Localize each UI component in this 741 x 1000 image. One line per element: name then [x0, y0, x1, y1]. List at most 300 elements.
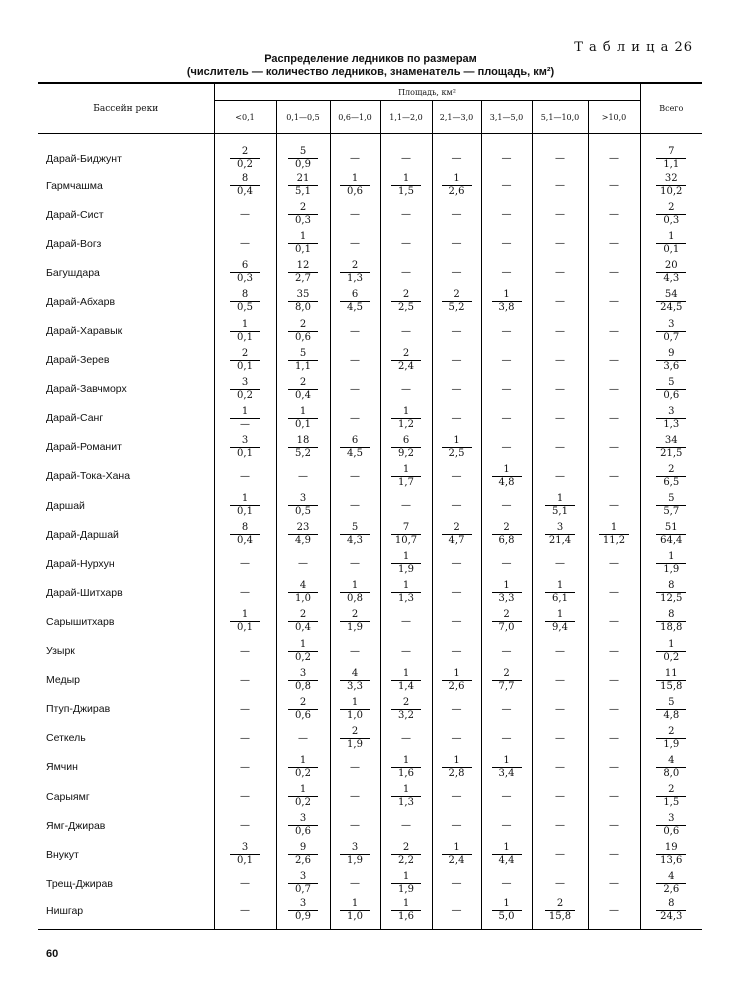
empty-value: —: [451, 558, 462, 570]
glacier-area: 0,5: [295, 506, 311, 518]
area-cell: [214, 695, 276, 724]
table-row: [38, 753, 702, 782]
area-cell: [276, 695, 330, 724]
area-cell: [588, 404, 640, 433]
empty-value: —: [609, 412, 619, 424]
area-cell: [432, 171, 481, 200]
table-row: [38, 171, 702, 200]
area-cell: [432, 811, 481, 840]
glacier-area: 15,8: [660, 680, 683, 692]
empty-value: —: [350, 470, 360, 482]
area-cell: [330, 491, 380, 520]
glacier-count: 1: [391, 173, 421, 186]
empty-value: —: [555, 761, 565, 773]
area-cell: [432, 637, 481, 666]
area-cell: [330, 607, 380, 636]
empty-value: —: [240, 878, 250, 890]
basin-name: Сеткель: [46, 732, 86, 745]
glacier-area: 0,5: [237, 302, 253, 314]
fraction: [391, 871, 421, 896]
glacier-count: 3: [230, 435, 260, 448]
glacier-count: 1: [288, 755, 318, 768]
total-cell: [640, 134, 702, 172]
fraction: [656, 668, 686, 693]
area-cell: [481, 229, 532, 258]
area-column-header: 3,1—5,0: [481, 101, 532, 134]
glacier-area: 4,8: [498, 476, 515, 488]
empty-value: —: [451, 878, 462, 890]
area-cell: [214, 898, 276, 930]
area-cell: [481, 287, 532, 316]
fraction: [656, 551, 686, 576]
empty-value: —: [501, 732, 512, 744]
area-cell: [276, 200, 330, 229]
empty-value: —: [501, 209, 512, 221]
empty-value: —: [240, 761, 250, 773]
fraction: [545, 493, 575, 518]
total-cell: [640, 753, 702, 782]
area-cell: [481, 578, 532, 607]
glacier-count: 18: [288, 435, 318, 448]
area-cell: [532, 724, 588, 753]
glacier-area: 0,7: [295, 884, 311, 896]
area-cell: [214, 375, 276, 404]
empty-value: —: [350, 354, 360, 366]
area-cell: [588, 869, 640, 898]
area-cell: [330, 578, 380, 607]
glacier-count: 2: [492, 609, 522, 622]
glacier-count: 8: [656, 609, 686, 622]
area-cell: [276, 607, 330, 636]
glacier-count: 2: [288, 609, 318, 622]
area-cell: [481, 462, 532, 491]
area-cell: [532, 258, 588, 287]
basin-name: Гармчашма: [46, 179, 103, 192]
area-cell: [214, 549, 276, 578]
glacier-count: 3: [656, 406, 686, 419]
fraction: [545, 522, 575, 547]
total-cell: [640, 404, 702, 433]
glacier-count: 3: [288, 493, 318, 506]
area-cell: [214, 607, 276, 636]
area-cell: [588, 229, 640, 258]
area-cell: [380, 811, 432, 840]
empty-value: —: [609, 470, 619, 482]
fraction: [656, 522, 686, 547]
glacier-area: 0,6: [295, 709, 311, 721]
empty-value: —: [240, 791, 250, 803]
empty-value: —: [555, 412, 565, 424]
area-cell: [432, 724, 481, 753]
area-cell: [214, 433, 276, 462]
fraction: [492, 464, 522, 489]
glacier-area: 3,6: [663, 360, 680, 372]
fraction: [230, 146, 260, 171]
area-cell: [532, 578, 588, 607]
empty-value: —: [240, 587, 250, 599]
empty-value: —: [501, 645, 512, 657]
area-cell: [276, 666, 330, 695]
area-cell: [380, 637, 432, 666]
glacier-count: 1: [288, 639, 318, 652]
table-title: [0, 53, 741, 79]
empty-value: —: [451, 732, 462, 744]
glacier-area: 4,5: [347, 302, 363, 314]
glacier-count: 11: [656, 668, 686, 681]
basin-name: Узырк: [46, 645, 75, 658]
fraction: [545, 898, 575, 923]
basin-name: Внукут: [46, 848, 79, 861]
fraction: [391, 551, 421, 576]
basin-name: Птуп-Джирав: [46, 703, 111, 716]
empty-value: —: [451, 500, 462, 512]
area-cell: [532, 549, 588, 578]
total-cell: [640, 637, 702, 666]
area-cell: [276, 462, 330, 491]
total-cell: [640, 869, 702, 898]
empty-value: —: [350, 412, 360, 424]
glacier-count: 4: [656, 755, 686, 768]
area-cell: [588, 607, 640, 636]
fraction: [288, 202, 318, 227]
glacier-count: 1: [442, 668, 472, 681]
total-header: Всего: [640, 83, 702, 134]
glacier-count: 2: [656, 202, 686, 215]
glacier-count: 7: [391, 522, 421, 535]
glacier-area: 4,5: [347, 447, 363, 459]
glacier-area: 13,6: [660, 855, 683, 867]
glacier-area: 0,9: [295, 159, 311, 170]
fraction: [442, 522, 472, 547]
empty-value: —: [350, 761, 360, 773]
table-row: [38, 462, 702, 491]
empty-value: —: [555, 238, 565, 250]
area-cell: [588, 549, 640, 578]
area-cell: [432, 316, 481, 345]
basin-name: Ямчин: [46, 761, 78, 774]
fraction: [391, 580, 421, 605]
area-cell: [380, 433, 432, 462]
area-column-header: 2,1—3,0: [432, 101, 481, 134]
glacier-table: [38, 82, 702, 930]
area-cell: [330, 666, 380, 695]
area-cell: [330, 898, 380, 930]
glacier-count: 2: [442, 522, 472, 535]
empty-value: —: [609, 732, 619, 744]
empty-value: —: [555, 878, 565, 890]
table-row: [38, 134, 702, 172]
area-cell: [214, 287, 276, 316]
empty-value: —: [401, 238, 411, 250]
area-cell: [330, 549, 380, 578]
empty-value: —: [240, 703, 250, 715]
glacier-area: 0,3: [295, 215, 311, 227]
glacier-count: 1: [656, 639, 686, 652]
table-row: [38, 811, 702, 840]
empty-value: —: [240, 645, 250, 657]
glacier-area: 0,4: [295, 622, 311, 634]
glacier-count: 2: [288, 697, 318, 710]
glacier-area: 2,2: [398, 855, 414, 867]
area-cell: [432, 375, 481, 404]
empty-value: —: [501, 558, 512, 570]
empty-value: —: [609, 354, 619, 366]
fraction: [230, 173, 260, 198]
glacier-count: 1: [492, 842, 522, 855]
glacier-area: 24,3: [660, 911, 683, 923]
empty-value: —: [451, 791, 462, 803]
area-cell: [432, 869, 481, 898]
area-cell: [214, 134, 276, 172]
glacier-count: 1: [442, 755, 472, 768]
table-row: [38, 695, 702, 724]
fraction: [656, 406, 686, 431]
empty-value: —: [609, 500, 619, 512]
glacier-count: 5: [288, 146, 318, 159]
empty-value: —: [350, 500, 360, 512]
total-cell: [640, 316, 702, 345]
fraction: [442, 668, 472, 693]
glacier-count: 1: [656, 551, 686, 564]
area-cell: [532, 666, 588, 695]
table-row: [38, 549, 702, 578]
fraction: [288, 813, 318, 838]
fraction: [340, 609, 370, 634]
empty-value: —: [609, 383, 619, 395]
area-column-header: 5,1—10,0: [532, 101, 588, 134]
glacier-count: 8: [230, 289, 260, 302]
glacier-area: 2,7: [295, 273, 311, 285]
area-cell: [330, 520, 380, 549]
empty-value: —: [501, 412, 512, 424]
glacier-area: 7,0: [498, 622, 515, 634]
title-line-2: (числитель — количество ледников, знаменатель — площадь, км²): [186, 66, 555, 78]
glacier-area: 1,0: [347, 911, 363, 923]
empty-value: —: [350, 383, 360, 395]
area-cell: [432, 134, 481, 172]
empty-value: —: [501, 153, 512, 164]
glacier-count: 2: [230, 348, 260, 361]
fraction: [656, 289, 686, 314]
empty-value: —: [350, 820, 360, 832]
fraction: [656, 898, 686, 923]
fraction: [492, 668, 522, 693]
area-cell: [380, 578, 432, 607]
glacier-area: 10,7: [394, 535, 418, 547]
glacier-area: 0,1: [237, 331, 253, 343]
table-row: [38, 433, 702, 462]
fraction: [391, 842, 421, 867]
fraction: [656, 173, 686, 198]
empty-value: —: [501, 383, 512, 395]
area-cell: [276, 258, 330, 287]
glacier-area: 6,8: [498, 535, 515, 547]
basin-name: Сарышитхарв: [46, 615, 115, 628]
glacier-count: 2: [288, 202, 318, 215]
area-cell: [214, 578, 276, 607]
area-cell: [432, 520, 481, 549]
total-cell: [640, 433, 702, 462]
fraction: [391, 697, 421, 722]
fraction: [288, 231, 318, 256]
area-header: Площадь, км²: [214, 83, 640, 101]
glacier-count: 3: [230, 377, 260, 390]
basin-name: Дарай-Санг: [46, 412, 104, 425]
area-cell: [481, 607, 532, 636]
empty-value: —: [240, 732, 250, 744]
area-cell: [380, 607, 432, 636]
glacier-count: 1: [288, 231, 318, 244]
glacier-count: 2: [656, 464, 686, 477]
area-cell: [330, 200, 380, 229]
area-cell: [276, 520, 330, 549]
area-cell: [481, 404, 532, 433]
fraction: [391, 435, 421, 460]
area-cell: [214, 491, 276, 520]
area-cell: [432, 229, 481, 258]
area-cell: [532, 782, 588, 811]
glacier-count: 1: [656, 231, 686, 244]
basin-name: Сарыямг: [46, 790, 90, 803]
empty-value: —: [350, 645, 360, 657]
area-cell: [532, 695, 588, 724]
fraction: [492, 842, 522, 867]
area-cell: [380, 229, 432, 258]
glacier-count: 9: [288, 842, 318, 855]
glacier-area: 1,3: [663, 418, 680, 430]
glacier-count: 6: [230, 260, 260, 273]
area-cell: [214, 520, 276, 549]
glacier-count: 8: [230, 522, 260, 535]
glacier-area: 8,0: [663, 767, 680, 779]
basin-name: Дарай-Биджунт: [46, 152, 122, 165]
table-body: [38, 134, 702, 930]
title-line-1: Распределение ледников по размерам: [264, 53, 477, 65]
empty-value: —: [401, 383, 411, 395]
empty-value: —: [451, 238, 462, 250]
empty-value: —: [609, 238, 619, 250]
area-cell: [588, 200, 640, 229]
fraction: [599, 522, 629, 547]
empty-value: —: [609, 761, 619, 773]
glacier-count: 2: [340, 726, 370, 739]
glacier-area: 2,6: [448, 680, 465, 692]
area-cell: [588, 782, 640, 811]
glacier-area: 8,0: [295, 302, 311, 314]
area-cell: [481, 316, 532, 345]
fraction: [391, 289, 421, 314]
glacier-area: 0,6: [295, 331, 311, 343]
glacier-count: 8: [230, 173, 260, 186]
fraction: [340, 260, 370, 285]
fraction: [656, 348, 686, 373]
area-cell: [588, 695, 640, 724]
glacier-area: 15,8: [548, 911, 572, 923]
table-row: [38, 782, 702, 811]
total-cell: [640, 724, 702, 753]
glacier-area: 9,2: [398, 447, 414, 459]
empty-value: —: [240, 558, 250, 570]
fraction: [656, 755, 686, 780]
glacier-count: 1: [442, 842, 472, 855]
fraction: [391, 348, 421, 373]
area-cell: [481, 753, 532, 782]
fraction: [340, 842, 370, 867]
area-cell: [481, 782, 532, 811]
area-cell: [532, 404, 588, 433]
glacier-count: 54: [656, 289, 686, 302]
glacier-count: 7: [656, 146, 686, 159]
glacier-count: 1: [340, 898, 370, 911]
area-cell: [214, 316, 276, 345]
glacier-count: 2: [492, 668, 522, 681]
fraction: [288, 668, 318, 693]
glacier-area: 1,9: [347, 855, 363, 867]
glacier-area: 1,3: [398, 797, 414, 809]
area-cell: [588, 637, 640, 666]
glacier-area: 0,4: [295, 389, 311, 401]
glacier-count: 9: [656, 348, 686, 361]
empty-value: —: [240, 209, 250, 221]
fraction: [656, 435, 686, 460]
glacier-count: 1: [230, 493, 260, 506]
glacier-area: 1,2: [398, 418, 414, 430]
fraction: [288, 435, 318, 460]
fraction: [656, 813, 686, 838]
fraction: [230, 435, 260, 460]
area-cell: [276, 898, 330, 930]
area-cell: [588, 287, 640, 316]
fraction: [391, 784, 421, 809]
glacier-count: 1: [391, 871, 421, 884]
empty-value: —: [401, 820, 411, 832]
area-cell: [532, 637, 588, 666]
fraction: [492, 609, 522, 634]
empty-value: —: [240, 238, 250, 250]
empty-value: —: [609, 153, 619, 164]
area-cell: [481, 666, 532, 695]
area-cell: [432, 578, 481, 607]
fraction: [656, 726, 686, 751]
glacier-count: 5: [656, 697, 686, 710]
area-cell: [380, 287, 432, 316]
glacier-count: 2: [656, 784, 686, 797]
glacier-count: 1: [492, 289, 522, 302]
area-cell: [330, 462, 380, 491]
area-cell: [432, 898, 481, 930]
fraction: [656, 202, 686, 227]
glacier-count: 3: [656, 319, 686, 332]
basin-name: Дарай-Романит: [46, 441, 122, 454]
fraction: [340, 522, 370, 547]
empty-value: —: [451, 153, 462, 164]
area-cell: [214, 346, 276, 375]
area-cell: [588, 811, 640, 840]
glacier-area: 2,6: [448, 186, 465, 198]
basin-name: Дарай-Завчморх: [46, 383, 127, 396]
glacier-count: 35: [288, 289, 318, 302]
area-cell: [214, 753, 276, 782]
empty-value: —: [501, 500, 512, 512]
empty-value: —: [451, 470, 462, 482]
glacier-count: 1: [391, 784, 421, 797]
basin-name: Дарай-Зерев: [46, 354, 110, 367]
empty-value: —: [609, 558, 619, 570]
table-row: [38, 520, 702, 549]
empty-value: —: [609, 849, 619, 861]
area-cell: [532, 607, 588, 636]
glacier-area: 0,9: [295, 911, 311, 923]
